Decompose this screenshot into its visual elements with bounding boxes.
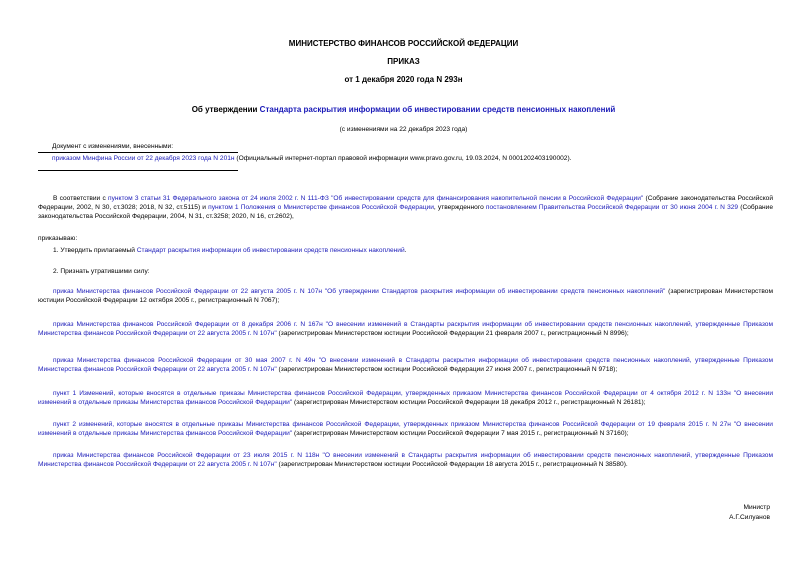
date-number-heading: от 1 декабря 2020 года N 293н <box>344 75 463 84</box>
revoked-link-5[interactable]: пункт 2 изменений, которые вносятся в отдельные приказы Министерства финансов Российской Федерации, утвержденных приказом Министерства финансов Российской Федерации от 19 февраля 2015 г. N 27н "О внесении изменений в отдельные приказы Министерства финансов Российской Федерации" <box>38 421 773 437</box>
item-1-text: 1. Утвердить прилагаемый <box>53 247 137 254</box>
preamble-text-1: В соответствии с <box>53 195 109 202</box>
revoked-item-5 <box>38 421 773 439</box>
signatory-position: Министр <box>743 504 770 511</box>
revoked-rest-5: (зарегистрирован Министерством юстиции Российской Федерации 7 мая 2015 г., регистрационный N 37160); <box>292 429 629 437</box>
changes-line <box>52 155 782 164</box>
signatory-name: А.Г.Силуанов <box>729 514 770 521</box>
changes-top-rule <box>38 152 238 153</box>
item-2: 2. Признать утратившими силу: <box>53 268 150 275</box>
title-standard-link[interactable]: Стандарта раскрытия информации об инвестировании средств пенсионных накоплений <box>259 105 616 114</box>
order-word: приказываю: <box>38 235 78 242</box>
revoked-link-6[interactable]: приказ Министерства финансов Российской Федерации от 23 июля 2015 г. N 118н "О внесении изменений в Стандарты раскрытия информации об инвестировании средств пенсионных накоплений, утвержденные Приказом Министерства финансов Российской Федерации от 22 августа 2005 г. N 107н" <box>38 452 773 468</box>
revoked-item-1 <box>38 288 773 306</box>
changes-intro: Документ с изменениями, внесенными: <box>52 143 174 150</box>
changes-bottom-rule <box>38 170 238 171</box>
revoked-rest-4: (зарегистрирован Министерством юстиции Российской Федерации 18 декабря 2012 г., регистрационный N 26181); <box>292 398 646 406</box>
ministry-regulation-link[interactable]: пунктом 1 Положения о Министерстве финансов Российской Федерации <box>208 203 434 211</box>
revoked-item-6 <box>38 452 773 470</box>
item-1 <box>38 247 773 256</box>
revoked-link-4[interactable]: пункт 1 Изменений, которые вносятся в отдельные приказы Министерства финансов Российской Федерации, утвержденных приказом Министерства финансов Российской Федерации от 4 октября 2012 г. N 133н "О внесении изменений в отдельные приказы Министерства финансов Российской Федерации" <box>38 390 773 406</box>
doc-type-heading: ПРИКАЗ <box>387 57 420 66</box>
amendment-source: (Официальный интернет-портал правовой информации www.pravo.gov.ru, 19.03.2024, N 0001202403190002). <box>234 155 572 162</box>
edition-note: (с изменениями на 22 декабря 2023 года) <box>339 126 468 133</box>
preamble-paragraph <box>38 195 773 221</box>
revoked-link-3[interactable]: приказ Министерства финансов Российской Федерации от 30 мая 2007 г. N 49н "О внесении изменений в Стандарты раскрытия информации об инвестировании средств пенсионных накоплений, утвержденные Приказом Министерства финансов Российской Федерации от 22 августа 2005 г. N 107н" <box>38 357 773 373</box>
revoked-link-1[interactable]: приказ Министерства финансов Российской Федерации от 22 августа 2005 г. N 107н "Об утверждении Стандартов раскрытия информации об инвестировании средств пенсионных накоплений" <box>53 288 666 295</box>
revoked-rest-6: (зарегистрирован Министерством юстиции Российской Федерации 18 августа 2015 г., регистрационный N 38580). <box>276 460 628 468</box>
revoked-rest-2: (зарегистрирован Министерством юстиции Российской Федерации 21 февраля 2007 г., регистрационный N 8996); <box>276 329 629 337</box>
preamble-text-2: (Собрание законодательства Российской Федерации, 2002, N 30, ст.3028; 2018, N 32, ст.5115) и <box>38 195 774 211</box>
ministry-heading: МИНИСТЕРСТВО ФИНАНСОВ РОССИЙСКОЙ ФЕДЕРАЦИИ <box>288 39 519 48</box>
standard-link[interactable]: Стандарт раскрытия информации об инвестировании средств пенсионных накоплений <box>136 247 405 254</box>
title-prefix: Об утверждении <box>191 105 260 114</box>
revoked-item-2 <box>38 321 773 339</box>
amendment-order-link[interactable]: приказом Минфина России от 22 декабря 2023 года N 201н <box>52 155 235 162</box>
federal-law-link[interactable]: пунктом 3 статьи 31 Федерального закона от 24 июля 2002 г. N 111-ФЗ "Об инвестировании средств для финансирования накопительной пенсии в Российской Федерации" <box>108 195 644 202</box>
revoked-item-4 <box>38 390 773 408</box>
revoked-rest-3: (зарегистрирован Министерством юстиции Российской Федерации 27 июня 2007 г., регистрационный N 9718); <box>276 365 618 373</box>
revoked-item-3 <box>38 357 773 375</box>
government-decree-link[interactable]: постановлением Правительства Российской Федерации от 30 июня 2004 г. N 329 <box>485 203 739 211</box>
item-1-end: . <box>404 247 407 254</box>
revoked-rest-1: (зарегистрирован Министерством юстиции Российской Федерации 12 октября 2005 г., регистрационный N 7067); <box>38 288 773 304</box>
preamble-text-4: (Собрание законодательства Российской Федерации, 2004, N 31, ст.3258; 2020, N 16, ст.2602), <box>38 203 773 220</box>
revoked-link-2[interactable]: приказ Министерства финансов Российской Федерации от 8 декабря 2006 г. N 167н "О внесении изменений в Стандарты раскрытия информации об инвестировании средств пенсионных накоплений, утвержденные Приказом Министерства финансов Российской Федерации от 22 августа 2005 г. N 107н" <box>38 321 773 337</box>
preamble-text-3: , утвержденного <box>433 203 486 211</box>
document-title <box>0 104 807 115</box>
